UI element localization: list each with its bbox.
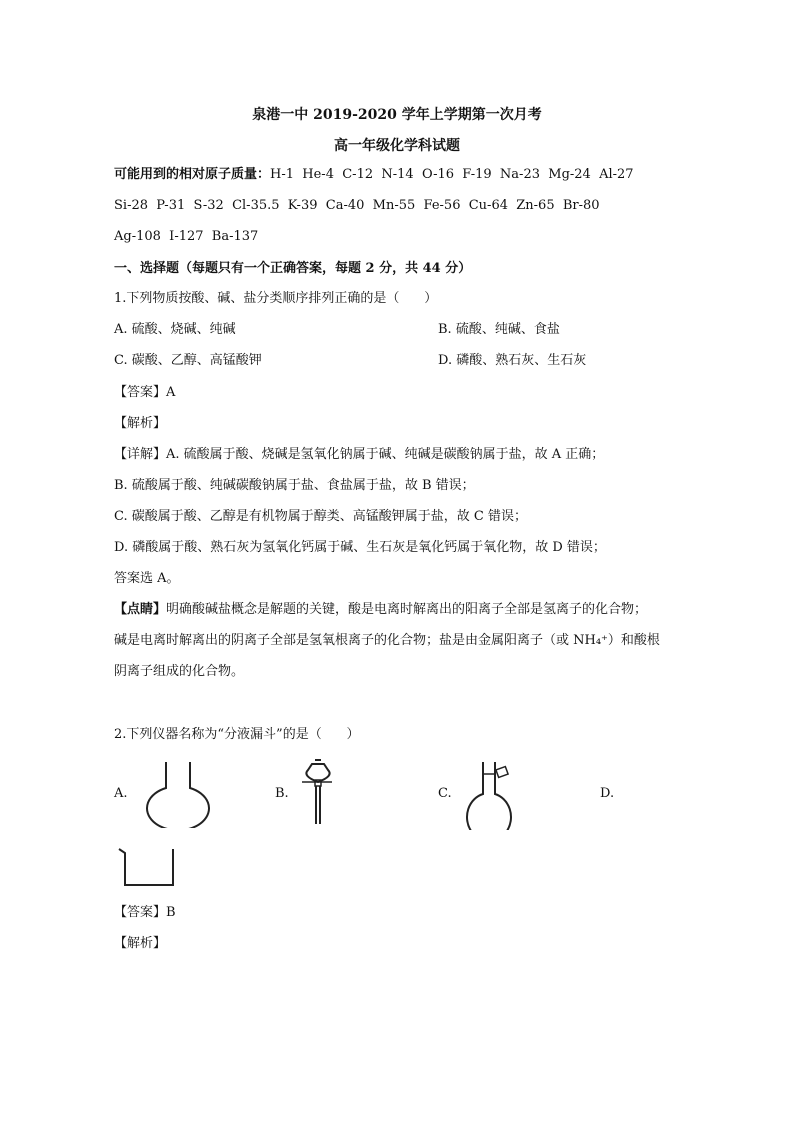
q1-option-c: C. 碳酸、乙醇、高锰酸钾 (114, 353, 262, 368)
q1-tip-text: 明确酸碱盐概念是解题的关键，酸是电离时解离出的阳离子全部是氢离子的化合物； (166, 602, 648, 617)
q2-option-d-label: D. (600, 786, 615, 801)
q1-analysis-label: 【解析】 (114, 416, 167, 431)
q1-tip-label: 【点睛】 (114, 602, 167, 617)
separatory-funnel-icon (298, 758, 348, 828)
q1-detail-line: C. 碳酸属于酸、乙醇是有机物属于醇类、高锰酸钾属于盐，故 C 错误； (114, 509, 527, 524)
q1-tip-line-2: 碱是电离时解离出的阴离子全部是氢氧根离子的化合物；盐是由金属阳离子（或 NH₄⁺）和酸根 (114, 633, 660, 648)
q2-analysis-label: 【解析】 (114, 936, 167, 951)
beaker-icon (115, 843, 177, 889)
watermark (612, 758, 622, 788)
q1-option-b: B. 硫酸、纯碱、食盐 (438, 322, 560, 337)
q1-tip-line-3: 阴离子组成的化合物。 (114, 664, 245, 679)
q2-stem: 2.下列仪器名称为“分液漏斗”的是（ ） (114, 727, 360, 742)
section-heading: 一、选择题（每题只有一个正确答案，每题 2 分，共 44 分） (114, 261, 472, 276)
exam-title: 泉港一中 2019-2020 学年上学期第一次月考 (252, 107, 542, 123)
q2-option-c-label: C. (438, 786, 452, 801)
q1-option-a: A. 硫酸、烧碱、纯碱 (114, 322, 236, 337)
atomic-mass-line-1 (114, 166, 634, 184)
q2-option-b-label: B. (275, 786, 289, 801)
q1-detail-line: B. 硫酸属于酸、纯碱碳酸钠属于盐、食盐属于盐，故 B 错误； (114, 478, 475, 493)
q1-stem: 1.下列物质按酸、碱、盐分类顺序排列正确的是（ ） (114, 291, 438, 306)
q1-option-d: D. 磷酸、熟石灰、生石灰 (438, 353, 587, 368)
q2-option-a-label: A. (114, 786, 128, 801)
atomic-mass-line-2: Si-28 P-31 S-32 Cl-35.5 K-39 Ca-40 Mn-55 Fe-56 Cu-64 Zn-65 Br-80 (114, 198, 600, 213)
volumetric-flask-icon (465, 758, 525, 830)
q1-answer: 【答案】A (114, 385, 176, 400)
atomic-mass-label: 可能用到的相对原子质量： (114, 167, 271, 182)
atomic-mass-values-1: H-1 He-4 C-12 N-14 O-16 F-19 Na-23 Mg-24 Al-27 (270, 167, 634, 182)
q1-tip-line-1 (114, 601, 647, 619)
q1-detail-line: 答案选 A。 (114, 571, 180, 586)
atomic-mass-line-3: Ag-108 I-127 Ba-137 (114, 229, 259, 244)
q1-detail-line: D. 磷酸属于酸、熟石灰为氢氧化钙属于碱、生石灰是氧化钙属于氧化物，故 D 错误； (114, 540, 606, 555)
q2-answer: 【答案】B (114, 905, 176, 920)
exam-subtitle: 高一年级化学科试题 (334, 138, 460, 154)
q1-detail-line: 【详解】A. 硫酸属于酸、烧碱是氢氧化钠属于碱、纯碱是碳酸钠属于盐，故 A 正确； (114, 447, 605, 462)
round-bottom-flask-icon (138, 758, 218, 828)
